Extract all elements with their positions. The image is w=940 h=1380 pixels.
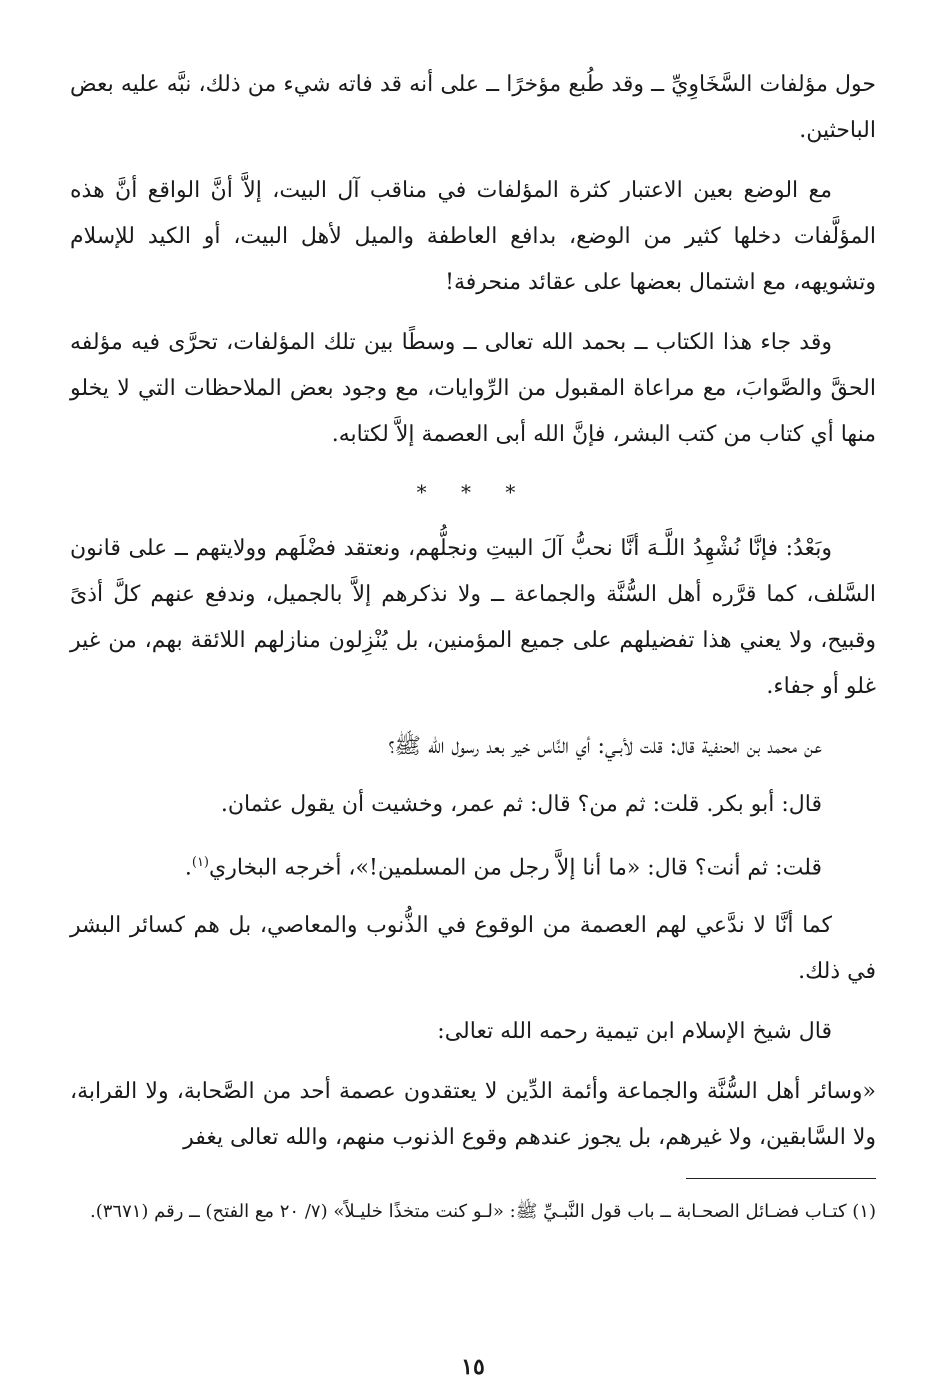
paragraph-4: وبَعْدُ: فإنَّا نُشْهِدُ اللَّـهَ أنَّا نحبُّ آلَ البيتِ ونجلُّهم، ونعتقد فضْلَهم وولايتهم ــ على قانون السَّلف، كما قرَّره أهل السُّنَّة والجماعة ــ ولا نذكرهم إلاَّ بالجميل، وندفع عنهم كلَّ أذىً وقبيح، ولا يعني هذا تفضيلهم على جميع المؤمنين، بل يُنْزِلون منازلهم اللائقة بهم، من غير غلو أو جفاء. xyxy=(70,536,876,699)
section-separator: * * * xyxy=(416,480,530,504)
quote-line-2: قال: أبو بكر. قلت: ثم من؟ قال: ثم عمر، وخشيت أن يقول عثمان. xyxy=(220,792,822,817)
paragraph-2: مع الوضع بعين الاعتبار كثرة المؤلفات في مناقب آل البيت، إلاَّ أنَّ الواقع أنَّ هذه المؤلَّفات دخلها كثير من الوضع، بدافع العاطفة والميل لأهل البيت، أو الكيد للإسلام وتشويهه، مع اشتمال بعضها على عقائد منحرفة! xyxy=(70,178,876,295)
footnote-reference: (١) xyxy=(191,855,209,870)
paragraph-7: «وسائر أهل السُّنَّة والجماعة وأئمة الدِّين لا يعتقدون عصمة أحد من الصَّحابة، ولا القرابة، ولا السَّابقين، ولا غيرهم، بل يجوز عندهم وقوع الذنوب منهم، والله تعالى يغفر xyxy=(70,1079,876,1151)
document-page xyxy=(70,62,876,1380)
paragraph-5: كما أنَّا لا ندَّعي لهم العصمة من الوقوع في الذُّنوب والمعاصي، بل هم كسائر البشر في ذلك. xyxy=(70,913,876,985)
quote-line-3-end: . xyxy=(184,855,192,881)
quote-line-3-text: قلت: ثم أنت؟ قال: «ما أنا إلاَّ رجل من المسلمين!»، أخرجه البخاري xyxy=(209,855,822,881)
quote-line-3 xyxy=(70,840,876,891)
paragraph-3: وقد جاء هذا الكتاب ــ بحمد الله تعالى ــ وسطًا بين تلك المؤلفات، تحرَّى فيه مؤلفه الحقَّ والصَّوابَ، مع مراعاة المقبول من الرِّوايات، مع وجود بعض الملاحظات التي لا يخلو منها أي كتاب من كتب البشر، فإنَّ الله أبى العصمة إلاَّ لكتابه. xyxy=(70,330,876,447)
paragraph-6: قال شيخ الإسلام ابن تيمية رحمه الله تعالى: xyxy=(437,1019,832,1045)
quote-line-1: عن محمد بن الحنفية قال: قلت لأبـي: أي النَّاس خير بعد رسول الله ﷺ؟ xyxy=(388,734,822,759)
footnote: (١) كتـاب فضـائل الصحـابة ــ باب قول النَّبـيِّ ﷺ: «لـو كنت متخذًا خليـلاً» (٧/ ٢٠ مع الفتح) ــ رقم (٣٦٧١). xyxy=(90,1201,876,1222)
page-number: ١٥ xyxy=(461,1354,485,1380)
paragraph-1: حول مؤلفات السَّخَاوِيِّ ــ وقد طُبع مؤخرًا ــ على أنه قد فاته شيء من ذلك، نبَّه عليه بعض الباحثين. xyxy=(70,72,876,143)
footnote-divider xyxy=(686,1178,876,1179)
